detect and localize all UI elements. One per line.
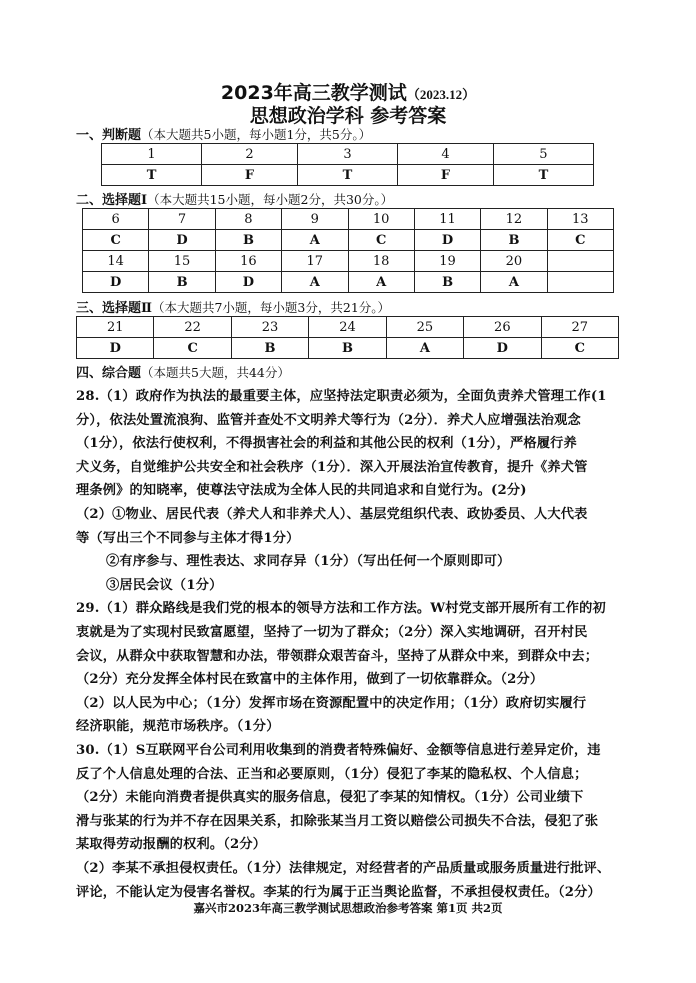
question-number-cell: 10 (348, 209, 414, 230)
answer-cell: A (481, 272, 547, 293)
question-number-cell: 7 (149, 209, 215, 230)
answer-line: 等（写出三个不同参与主体才得1分） (76, 530, 300, 546)
answer-cell: T (297, 165, 397, 186)
answer-cell: A (348, 272, 414, 293)
question-number-cell: 8 (215, 209, 281, 230)
question-number-cell: 12 (481, 209, 547, 230)
table-row (83, 272, 614, 293)
section-2-title: 二、选择题Ⅰ (76, 193, 148, 208)
section-3-table (76, 316, 619, 359)
section-4-note: （本题共5大题，共44分） (141, 365, 290, 380)
question-number-cell: 27 (541, 317, 618, 338)
question-number-cell: 20 (481, 251, 547, 272)
table-row (77, 317, 619, 338)
section-1-table (101, 143, 594, 186)
answer-cell: D (215, 272, 281, 293)
answer-line: （2）①物业、居民代表（养犬人和非养犬人）、基层党组织代表、政协委员、人大代表 (76, 507, 588, 522)
answer-cell: A (282, 230, 348, 251)
table-row (83, 209, 614, 230)
answer-cell: C (154, 338, 231, 359)
answer-cell: D (149, 230, 215, 251)
question-number-cell: 6 (83, 209, 149, 230)
question-number-cell: 23 (231, 317, 308, 338)
question-number-cell: 22 (154, 317, 231, 338)
answer-line: 犬义务，自觉维护公共安全和社会秩序（1分）．深入开展法治宣传教育，提升《养犬管 (76, 459, 588, 475)
answer-line: 28.（1）政府作为执法的最重要主体，应坚持法定职责必须为，全面负责养犬管理工作(1 (76, 389, 607, 404)
question-number-cell: 19 (414, 251, 480, 272)
question-number-cell: 26 (464, 317, 541, 338)
answer-cell: B (481, 230, 547, 251)
page-subtitle: 思想政治学科 参考答案 (249, 105, 447, 127)
section-1-title: 一、判断题 (76, 128, 142, 143)
section-3-title: 三、选择题Ⅱ (76, 301, 152, 316)
question-number-cell: 18 (348, 251, 414, 272)
answer-line: 29.（1）群众路线是我们党的根本的领导方法和工作方法。W村党支部开展所有工作的初 (76, 601, 606, 617)
answer-line: （1分），依法行使权利，不得损害社会的利益和其他公民的权利（1分），严格履行养 (76, 436, 577, 452)
answer-line: 会议，从群众中获取智慧和办法，带领群众艰苦奋斗，坚持了从群众中来，到群众中去； (76, 648, 599, 664)
question-number-cell: 25 (386, 317, 463, 338)
answer-line: 某取得劳动报酬的权利。（2分） (76, 837, 267, 853)
answer-cell: A (282, 272, 348, 293)
section-3-heading (76, 297, 390, 316)
section-3-note: （本大题共7小题，每小题3分，共21分。） (151, 300, 391, 315)
section-2-note: （本大题共15小题，每小题2分，共30分。） (147, 192, 394, 207)
answer-cell: D (77, 338, 154, 359)
answer-line: ③居民会议（1分） (106, 577, 223, 593)
section-1-heading (76, 124, 371, 143)
table-row (102, 144, 594, 165)
question-number-cell: 15 (149, 251, 215, 272)
answer-cell: T (493, 165, 593, 186)
question-number-cell: 14 (83, 251, 149, 272)
title-main: 2023年高三教学测试 (220, 82, 407, 104)
table-row (102, 165, 594, 186)
question-number-cell (547, 251, 613, 272)
answer-cell: F (398, 165, 494, 186)
section-4-heading (76, 362, 290, 381)
answer-line: 经济职能，规范市场秩序。（1分） (76, 719, 280, 735)
answer-cell: B (215, 230, 281, 251)
answer-cell: C (541, 338, 618, 359)
question-number-cell: 11 (414, 209, 480, 230)
answer-cell: C (83, 230, 149, 251)
section-4-title: 四、综合题 (76, 366, 142, 381)
answer-cell: B (414, 272, 480, 293)
question-number-cell: 4 (398, 144, 494, 165)
title-date: （2023.12） (406, 87, 476, 102)
answer-line: ②有序参与、理性表达、求同存异（1分）（写出任何一个原则即可） (106, 554, 511, 570)
answer-cell: B (231, 338, 308, 359)
section-2-table (82, 208, 614, 293)
answer-cell: D (83, 272, 149, 293)
answer-line: （2）以人民为中心；（1分）发挥市场在资源配置中的决定作用；（1分）政府切实履行 (76, 695, 587, 711)
answer-cell: B (149, 272, 215, 293)
answer-line: 30.（1）S互联网平台公司利用收集到的消费者特殊偏好、金额等信息进行差异定价，违 (76, 743, 601, 758)
question-number-cell: 2 (202, 144, 298, 165)
answer-line: 理条例》的知晓率，使尊法守法成为全体人民的共同追求和自觉行为。(2分) (76, 483, 527, 499)
answer-line: 滑与张某的行为并不存在因果关系，扣除张某当月工资以赔偿公司损失不合法，侵犯了张 (76, 813, 599, 829)
question-number-cell: 17 (282, 251, 348, 272)
answer-line: 分），依法处置流浪狗、监管并查处不文明养犬等行为（2分）．养犬人应增强法治观念 (76, 412, 581, 428)
answer-cell: T (102, 165, 202, 186)
section-1-note: （本大题共5小题，每小题1分，共5分。） (141, 127, 372, 142)
answer-line: 反了个人信息处理的合法、正当和必要原则，（1分）侵犯了李某的隐私权、个人信息； (76, 766, 588, 782)
question-number-cell: 9 (282, 209, 348, 230)
answer-cell: D (464, 338, 541, 359)
question-number-cell: 1 (102, 144, 202, 165)
table-row (77, 338, 619, 359)
question-number-cell: 5 (493, 144, 593, 165)
answer-line: （2分）未能向消费者提供真实的服务信息，侵犯了李某的知情权。（1分）公司业绩下 (76, 790, 584, 806)
answer-line: （2）李某不承担侵权责任。（1分）法律规定，对经营者的产品质量或服务质量进行批评、 (76, 861, 611, 876)
answer-cell: A (386, 338, 463, 359)
table-row (83, 251, 614, 272)
question-number-cell: 24 (309, 317, 386, 338)
question-number-cell: 21 (77, 317, 154, 338)
question-number-cell: 3 (297, 144, 397, 165)
section-2-heading (76, 189, 393, 208)
question-number-cell: 13 (547, 209, 613, 230)
answer-cell: C (547, 230, 613, 251)
answer-line: 衷就是为了实现村民致富愿望，坚持了一切为了群众；（2分）深入实地调研，召开村民 (76, 625, 588, 640)
answer-cell (547, 272, 613, 293)
answer-line: （2分）充分发挥全体村民在致富中的主体作用，做到了一切依靠群众。（2分） (76, 672, 544, 688)
answer-line: 评论，不能认定为侵害名誉权。李某的行为属于正当舆论监督，不承担侵权责任。（2分） (76, 884, 601, 900)
answer-cell: C (348, 230, 414, 251)
table-row (83, 230, 614, 251)
page-footer: 嘉兴市2023年高三教学测试思想政治参考答案 第1页 共2页 (193, 901, 503, 915)
answer-cell: F (202, 165, 298, 186)
answer-cell: D (414, 230, 480, 251)
answer-cell: B (309, 338, 386, 359)
question-number-cell: 16 (215, 251, 281, 272)
